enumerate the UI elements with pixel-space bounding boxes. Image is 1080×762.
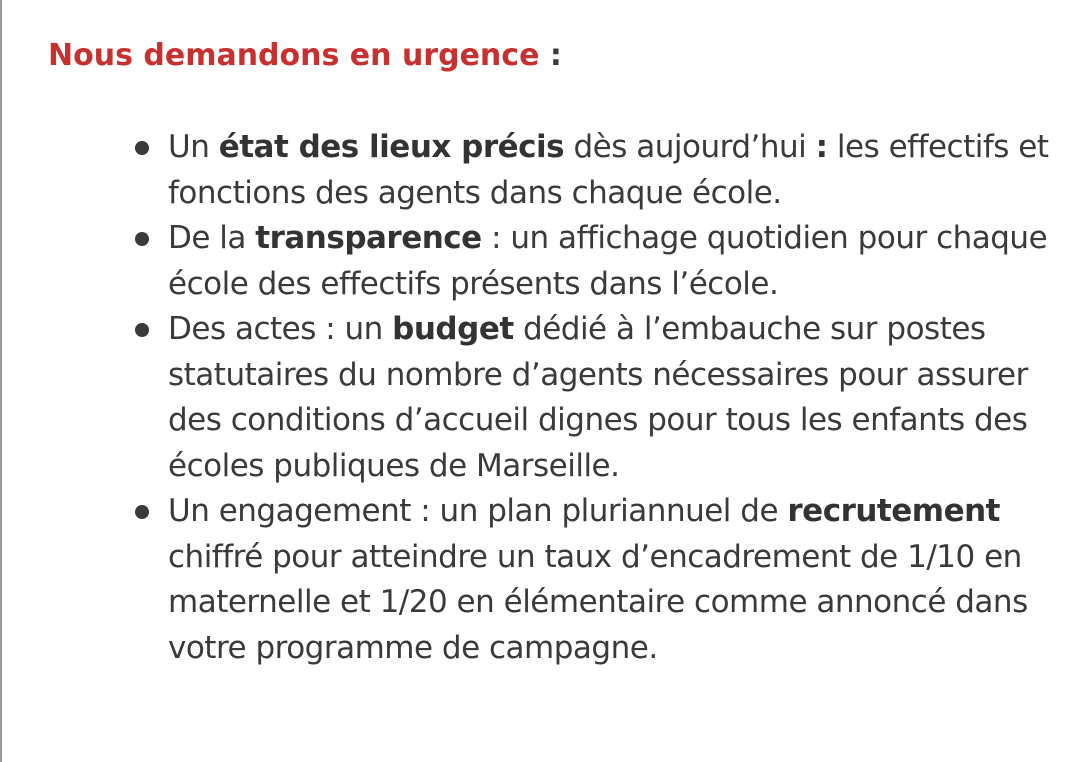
item-text: les effectifs et fonctions des agents dans chaque école. [168,129,1049,211]
list-item [168,216,1068,307]
list-item [168,489,1068,671]
demands-list [168,125,1068,671]
bullet-icon [135,323,149,337]
item-emphasis: : [815,129,828,165]
list-item [168,125,1068,216]
item-text: : un affichage quotidien pour chaque école des effectifs présents dans l’école. [168,220,1048,302]
item-emphasis: budget [392,311,514,347]
item-text: dédié à l’embauche sur postes statutaires du nombre d’agents nécessaires pour assurer des conditions d’accueil dignes pour tous les enfants des écoles publiques de Marseille. [168,311,1028,484]
heading-suffix: : [539,38,562,73]
heading-text: Nous demandons en urgence [48,38,540,73]
bullet-icon [135,505,149,519]
left-border [0,0,2,762]
bullet-icon [135,232,149,246]
item-text: Des actes : un [168,311,393,347]
section-heading [48,36,562,76]
list-item [168,307,1068,489]
item-text: De la [168,220,256,256]
item-text: chiffré pour atteindre un taux d’encadrement de 1/10 en maternelle et 1/20 en élémentaire comme annoncé dans votre programme de campagne. [168,538,1028,666]
item-text: dès aujourd’hui [564,129,816,165]
item-text: Un [168,129,219,165]
bullet-icon [135,141,149,155]
item-emphasis: transparence [255,220,482,256]
item-text: Un engagement : un plan pluriannuel de [168,493,788,529]
item-emphasis: état des lieux précis [218,129,565,165]
item-emphasis: recrutement [787,493,1000,529]
